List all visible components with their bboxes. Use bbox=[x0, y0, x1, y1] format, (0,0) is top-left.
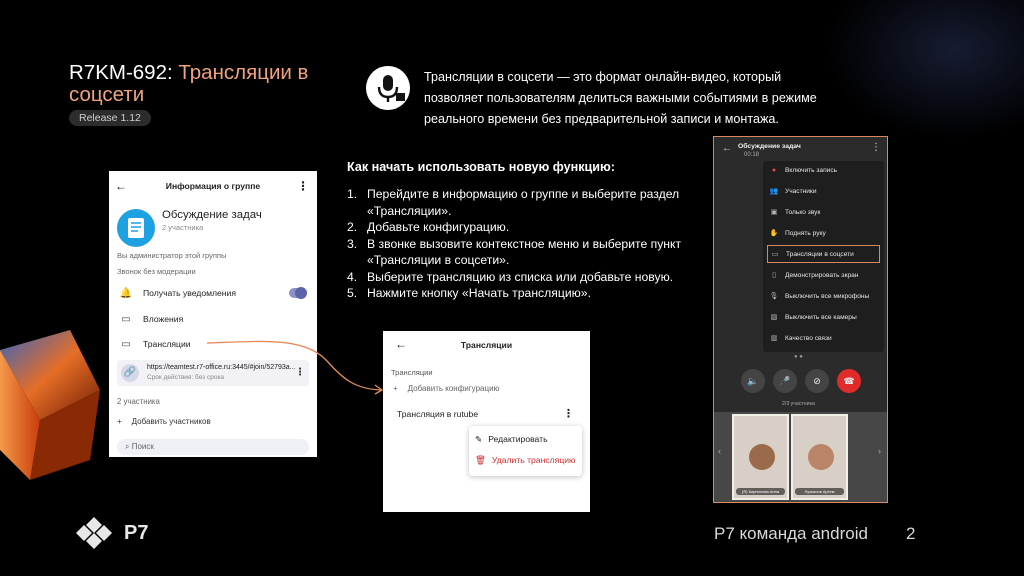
end-call-button[interactable] bbox=[837, 369, 861, 393]
plus-icon: + bbox=[393, 384, 398, 393]
camera-off-button[interactable] bbox=[805, 369, 829, 393]
camera-off-icon: ⊘ bbox=[813, 376, 821, 386]
footer-label: Р7 команда android bbox=[714, 524, 868, 543]
edit-menu-item[interactable]: ✎ Редактировать bbox=[475, 434, 548, 444]
search-icon: ⌕ bbox=[125, 442, 130, 451]
participant-avatar bbox=[749, 444, 775, 470]
participant-tile[interactable] bbox=[732, 414, 789, 500]
chevron-left-icon[interactable]: ‹ bbox=[718, 446, 721, 456]
broadcasts-header: Трансляции bbox=[460, 340, 513, 350]
chevron-right-icon[interactable]: › bbox=[878, 446, 881, 456]
attachments-row[interactable]: ▭ Вложения bbox=[109, 307, 317, 331]
disable-cameras-icon: ▨ bbox=[770, 314, 778, 321]
logo-text: P7 bbox=[124, 521, 149, 544]
folder-icon: ▭ bbox=[121, 313, 131, 325]
add-members-button[interactable]: + Добавить участников bbox=[117, 417, 211, 426]
menu-item-disable-cameras[interactable]: ▨ Выключить все камеры bbox=[770, 313, 857, 321]
admin-note: Вы администратор этой группы bbox=[117, 251, 227, 260]
more-vertical-icon[interactable]: ⋮ bbox=[563, 408, 574, 420]
slide-title bbox=[69, 62, 359, 106]
group-info-header: Информация о группе bbox=[165, 181, 261, 191]
back-arrow-icon[interactable]: ← bbox=[722, 143, 732, 154]
microphone-button[interactable] bbox=[773, 369, 797, 393]
menu-item-mute-all[interactable]: 🎙 Выключить все микрофоны bbox=[769, 292, 870, 300]
add-configuration-button[interactable]: + Добавить конфигурацию bbox=[393, 384, 500, 393]
title-text: Трансляции в соцсети bbox=[69, 61, 309, 106]
broadcast-context-menu bbox=[469, 426, 582, 476]
r7-logo bbox=[72, 517, 148, 549]
call-title: Обсуждение задач bbox=[738, 143, 801, 150]
step-item: 5. Нажмите кнопку «Начать трансляцию». bbox=[347, 286, 591, 300]
page-number: 2 bbox=[906, 524, 916, 543]
group-avatar bbox=[117, 209, 155, 247]
participant-avatar bbox=[808, 444, 834, 470]
link-icon: 🔗 bbox=[121, 364, 139, 382]
logo-diamonds-icon bbox=[72, 517, 116, 549]
microphone-icon bbox=[366, 66, 410, 110]
document-icon bbox=[117, 209, 155, 247]
menu-item-audio-only[interactable]: ▣ Только звук bbox=[770, 208, 821, 216]
screen-share-icon: ▯ bbox=[772, 272, 776, 279]
invite-link-url: https://teamtest.r7-office.ru:3445/#join/52793a... bbox=[147, 364, 296, 371]
participants-count: 2/3 участника bbox=[782, 401, 815, 407]
delete-menu-item[interactable]: 🗑 Удалить трансляцию bbox=[475, 455, 576, 465]
audio-only-icon: ▣ bbox=[770, 209, 778, 216]
moderation-note: Звонок без модерации bbox=[117, 267, 196, 276]
broadcasts-row[interactable]: ▭ Трансляции bbox=[109, 332, 317, 356]
step-item: 1. Перейдите в информацию о группе и выберите раздел «Трансляции». bbox=[347, 187, 680, 218]
title-code: R7KM-692: bbox=[69, 61, 173, 84]
plus-icon: + bbox=[117, 417, 122, 426]
howto-title: Как начать использовать новую функцию: bbox=[347, 160, 615, 174]
broadcast-item[interactable]: Трансляция в rutube bbox=[397, 409, 479, 419]
broadcasts-screenshot bbox=[383, 331, 590, 512]
call-timer: 00:18 bbox=[744, 152, 760, 158]
trash-icon: 🗑 bbox=[475, 455, 486, 465]
menu-item-connection-quality[interactable]: ▥ Качество связи bbox=[770, 334, 832, 342]
menu-item-participants[interactable]: 👥 Участники bbox=[769, 187, 817, 195]
social-broadcast-icon: ▭ bbox=[771, 251, 779, 258]
record-icon: ● bbox=[771, 166, 777, 174]
intro-text: Трансляции в соцсети — это формат онлайн-видео, который позволяет пользователям делиться важными событиями в режиме реального времени без предварительной записи и монтажа. bbox=[424, 70, 817, 126]
background-glow bbox=[824, 0, 1024, 140]
notifications-row[interactable]: 🔔 Получать уведомления bbox=[109, 281, 317, 305]
menu-item-screen-share[interactable]: ▯ Демонстрировать экран bbox=[767, 266, 880, 284]
search-input[interactable]: ⌕ Поиск bbox=[117, 439, 309, 455]
back-arrow-icon[interactable]: ← bbox=[395, 337, 407, 351]
hang-up-icon: ☎ bbox=[843, 376, 855, 386]
step-item: 4. Выберите трансляцию из списка или добавьте новую. bbox=[347, 269, 674, 284]
raise-hand-icon: ✋ bbox=[769, 230, 779, 237]
microphone-icon: 🎤 bbox=[779, 376, 791, 386]
connector-arrow bbox=[205, 335, 385, 395]
steps-list bbox=[347, 186, 707, 302]
more-vertical-icon[interactable]: ⋮ bbox=[871, 142, 881, 153]
video-camera-icon: ▭ bbox=[121, 338, 131, 350]
call-context-menu bbox=[763, 161, 884, 352]
group-member-count: 2 участника bbox=[162, 223, 204, 232]
participants-icon: 👥 bbox=[769, 188, 779, 195]
page-dots: ● ● bbox=[794, 354, 803, 360]
menu-item-raise-hand[interactable]: ✋ Поднять руку bbox=[769, 229, 826, 237]
broadcasts-section-label: Трансляции bbox=[391, 368, 433, 377]
pencil-icon: ✎ bbox=[475, 434, 483, 444]
menu-item-record[interactable]: ● Включить запись bbox=[767, 161, 880, 179]
decorative-crystal-cube bbox=[0, 330, 110, 480]
connection-quality-icon: ▥ bbox=[770, 335, 778, 342]
participant-tile[interactable] bbox=[791, 414, 848, 500]
speaker-icon: 🔈 bbox=[747, 376, 759, 386]
bell-icon: 🔔 bbox=[119, 287, 133, 299]
group-info-screenshot bbox=[109, 171, 317, 457]
members-label: 2 участника bbox=[117, 397, 160, 406]
back-arrow-icon[interactable]: ← bbox=[115, 179, 127, 193]
mute-all-mics-icon: 🎙 bbox=[769, 293, 779, 300]
call-screenshot bbox=[713, 136, 888, 503]
step-item: 3. В звонке вызовите контекстное меню и выберите пункт «Трансляции в соцсети». bbox=[347, 236, 682, 267]
step-item: 2. Добавьте конфигурацию. bbox=[347, 220, 510, 234]
notifications-toggle[interactable] bbox=[289, 288, 307, 298]
participant-name: (Я) Кирпилова Анна bbox=[736, 488, 785, 495]
release-badge: Release 1.12 bbox=[69, 110, 151, 126]
menu-item-social-broadcast[interactable]: ▭ Трансляции в соцсети bbox=[767, 245, 880, 263]
more-vertical-icon[interactable]: ⋮ bbox=[295, 367, 305, 378]
participant-name: Лукьянов Артем bbox=[795, 488, 844, 495]
invite-link-expiry: Срок действия: без срока bbox=[147, 374, 225, 381]
speaker-button[interactable] bbox=[741, 369, 765, 393]
group-name: Обсуждение задач bbox=[162, 209, 262, 221]
more-vertical-icon[interactable]: ⋮ bbox=[297, 179, 309, 193]
participant-tiles bbox=[714, 412, 887, 503]
